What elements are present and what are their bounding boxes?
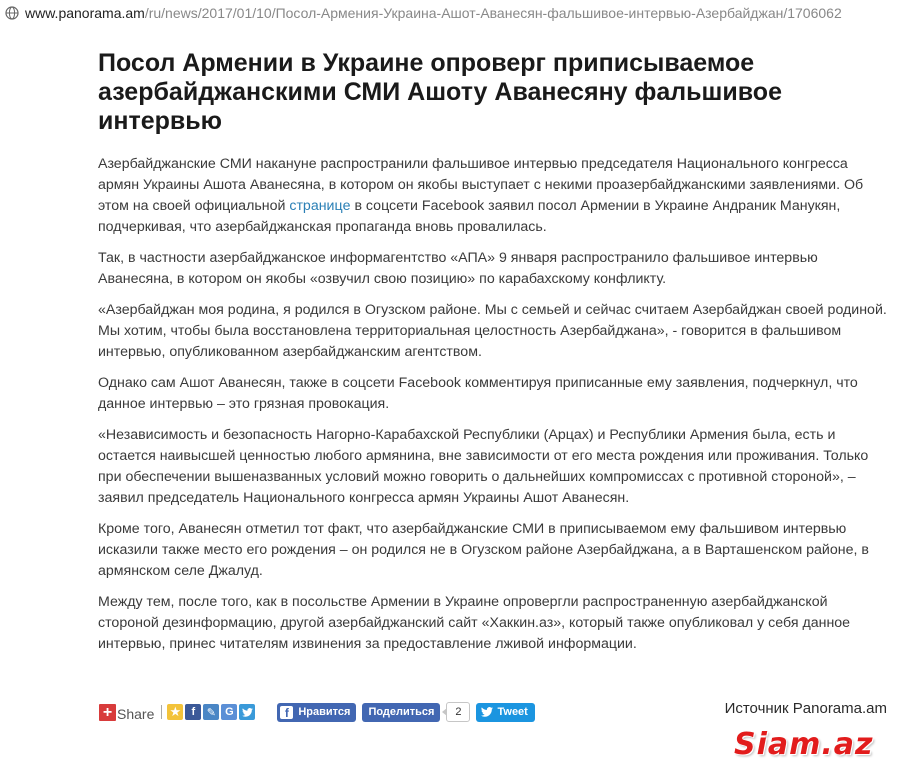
article-body (98, 154, 888, 665)
paragraph-text: в соцсети Facebook заявил посол Армении в Украине Андраник Манукян, подчеркивая, что азербайджанская пропаганда вновь провалилась. (98, 198, 841, 235)
tweet-button[interactable] (476, 703, 534, 722)
facebook-share-button[interactable]: Поделиться (362, 703, 440, 722)
google-icon[interactable]: G (221, 704, 237, 720)
url-text[interactable] (25, 5, 842, 21)
article-paragraph: «Независимость и безопасность Нагорно-Карабахской Республики (Арцах) и Республики Армения была, есть и остается наивысшей ценностью любого армянина, вне зависимости от его места рождения или проживания. Только при обеспечении вышеназванных условий можно говорить о дальнейших компромиссах с противной стороной», – заявил председатель Национального конгресса армян Украины Ашот Аванесян. (98, 427, 869, 506)
share-plus-icon[interactable]: + (99, 704, 116, 721)
article-paragraph: Однако сам Ашот Аванесян, также в соцсети Facebook комментируя приписанные ему заявления, подчеркнул, что данное интервью – это грязная провокация. (98, 375, 858, 412)
share-button[interactable]: Share (117, 706, 155, 722)
facebook-page-link[interactable]: страницe (289, 198, 351, 214)
twitter-bird-icon (481, 707, 493, 717)
article-paragraph: Кроме того, Аванесян отметил тот факт, что азербайджанские СМИ в приписываемом ему фальшивом интервью исказили также место его рождения – он родился не в Огузском районе Азербайджана, а в Варташенском районе, в армянском селе Джалуд. (98, 521, 869, 579)
livejournal-icon[interactable]: ✎ (203, 704, 219, 720)
facebook-like-button[interactable] (277, 703, 356, 722)
article-paragraph: «Азербайджан моя родина, я родился в Огузском районе. Мы с семьей и сейчас считаем Азербайджан своей родиной. Мы хотим, чтобы была восстановлена территориальная целостность Азербайджана», - говорится в фальшивом интервью, опубликованном азербайджанским агентством. (98, 302, 887, 360)
like-label: Нравится (298, 706, 351, 718)
source-credit: Источник Panorama.am (724, 700, 887, 717)
globe-icon (5, 6, 19, 20)
address-bar[interactable] (0, 0, 909, 26)
url-host: www.panorama.am (25, 5, 145, 21)
article-paragraph: Между тем, после того, как в посольстве Армении в Украине опровергли распространенную азербайджанской стороной дезинформацию, другой азербайджанский сайт «Хаккин.аз», который также опубликовал у себя данное интервью, принес читателям извинения за предоставление лживой информации. (98, 594, 851, 652)
favorites-icon[interactable]: ★ (167, 704, 183, 720)
divider (161, 705, 162, 719)
article-paragraph: Так, в частности азербайджанское информагентство «АПА» 9 января распространило фальшивое интервью Аванесяна, в котором он якобы «озвучил свою позицию» по карабахскому конфликту. (98, 250, 818, 287)
tweet-label: Tweet (497, 706, 528, 718)
watermark-logo: Siam.az (734, 727, 874, 762)
share-count: 2 (446, 702, 470, 722)
twitter-icon[interactable] (239, 704, 255, 720)
share-bar (99, 701, 535, 723)
paragraph-text: Азербайджанские СМИ накануне распространили фальшивое интервью председателя Национального конгресса армян Украины Ашота Аванесяна, в котором он якобы выступает с некими проазербайджанскими заявлениями. Об этом на своей официальной (98, 156, 864, 214)
facebook-icon[interactable]: f (185, 704, 201, 720)
article-paragraph (98, 154, 888, 238)
article-title: Посол Армении в Украине опроверг приписываемое азербайджанскими СМИ Ашоту Аванесяну фальшивое интервью (98, 49, 782, 135)
url-path: /ru/news/2017/01/10/Посол-Армения-Украина-Ашот-Аванесян-фальшивое-интервью-Азербайджан/1706062 (144, 5, 842, 21)
facebook-icon: f (280, 706, 293, 719)
